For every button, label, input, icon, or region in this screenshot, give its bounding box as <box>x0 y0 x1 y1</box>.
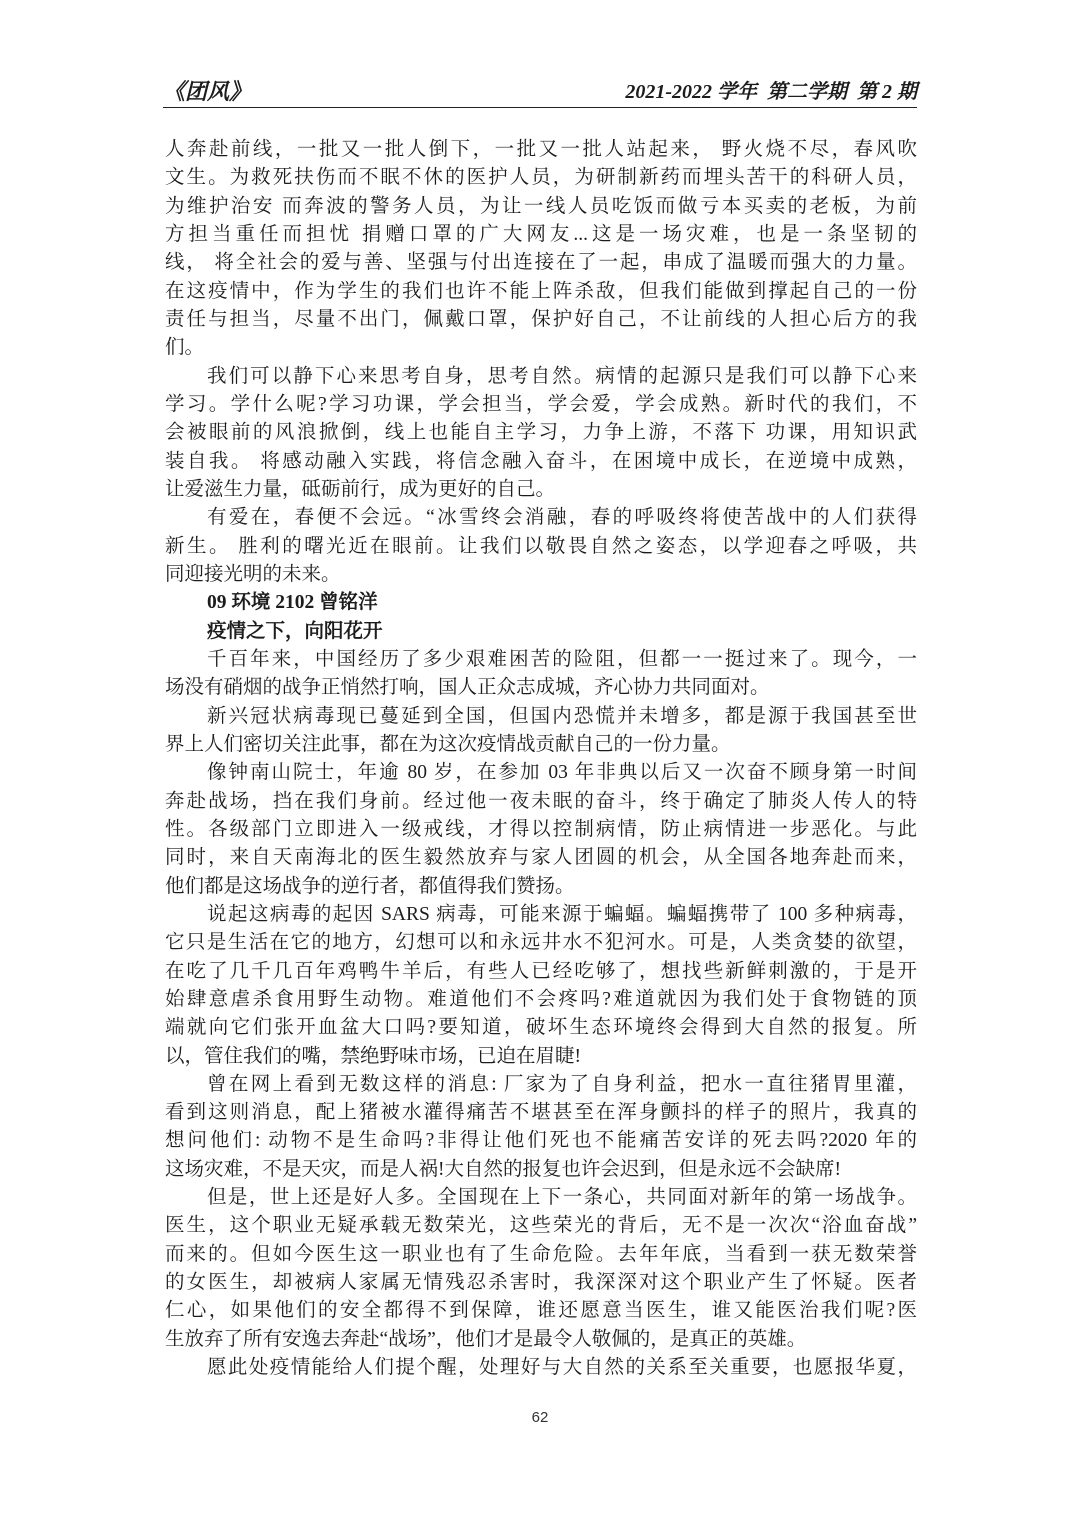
text-line: 千百年来，中国经历了多少艰难困苦的险阻，但都一一挺过来了。现今，一 <box>207 648 917 670</box>
text-line: 端就向它们张开血盆大口吗?要知道，破坏生态环境终会得到大自然的报复。所 <box>165 1017 917 1039</box>
text-line: 像钟南山院士，年逾 80 岁，在参加 03 年非典以后又一次奋不顾身第一时间 <box>207 762 917 784</box>
text-line: 始肆意虐杀食用野生动物。难道他们不会疼吗?难道就因为我们处于食物链的顶 <box>165 988 917 1010</box>
text-line: 曾在网上看到无数这样的消息: 厂家为了自身利益，把水一直往猪胃里灌， <box>207 1073 917 1095</box>
text-line: 同时，来自天南海北的医生毅然放弃与家人团圆的机会，从全国各地奔赴而来， <box>165 847 917 869</box>
article-byline: 09 环境 2102 曾铭洋 <box>207 592 378 614</box>
paragraph <box>165 901 917 1071</box>
paragraph <box>165 1184 917 1354</box>
text-line: 说起这病毒的起因 SARS 病毒，可能来源于蝙蝠。蝙蝠携带了 100 多种病毒， <box>207 903 917 925</box>
paragraph <box>165 759 917 901</box>
text-line: 们。 <box>165 337 205 359</box>
text-line: 他们都是这场战争的逆行者，都值得我们赞扬。 <box>165 875 575 897</box>
text-line: 在吃了几千几百年鸡鸭牛羊后，有些人已经吃够了，想找些新鲜刺激的，于是开 <box>165 960 917 982</box>
body-text <box>165 136 917 1382</box>
article-title: 疫情之下，向阳花开 <box>207 620 383 642</box>
text-line: 以，管住我们的嘴，禁绝野味市场，已迫在眉睫! <box>165 1045 581 1067</box>
issue-info: 2021-2022 学年 第二学期 第 2 期 <box>625 81 917 103</box>
text-line: 它只是生活在它的地方，幻想可以和永远井水不犯河水。可是，人类贪婪的欲望， <box>165 932 917 954</box>
text-line: 想问他们: 动物不是生命吗?非得让他们死也不能痛苦安详的死去吗?2020 年的 <box>165 1130 917 1152</box>
header-rule <box>163 107 917 108</box>
text-line: 线， 将全社会的爱与善、坚强与付出连接在了一起，串成了温暖而强大的力量。 <box>165 252 917 274</box>
paragraph <box>165 1354 917 1382</box>
text-line: 的女医生，却被病人家属无情残忍杀害时，我深深对这个职业产生了怀疑。医者 <box>165 1272 917 1294</box>
article-body <box>165 646 917 1383</box>
text-line: 新兴冠状病毒现已蔓延到全国，但国内恐慌并未增多，都是源于我国甚至世 <box>207 705 917 727</box>
text-line: 为维护治安 而奔波的警务人员，为让一线人员吃饭而做亏本买卖的老板，为前 <box>165 195 917 217</box>
text-line: 责任与担当，尽量不出门，佩戴口罩，保护好自己，不让前线的人担心后方的我 <box>165 308 917 330</box>
paragraph <box>165 1071 917 1184</box>
text-line: 而来的。但如今医生这一职业也有了生命危险。去年年底，当看到一获无数荣誉 <box>165 1243 917 1265</box>
paragraph <box>165 136 917 363</box>
text-line: 但是，世上还是好人多。全国现在上下一条心，共同面对新年的第一场战争。 <box>207 1187 917 1209</box>
text-line: 医生，这个职业无疑承载无数荣光，这些荣光的背后，无不是一次次“浴血奋战” <box>165 1215 917 1237</box>
text-line: 场没有硝烟的战争正悄然打响，国人正众志成城，齐心协力共同面对。 <box>165 677 770 699</box>
text-line: 装自我。 将感动融入实践，将信念融入奋斗，在困境中成长，在逆境中成熟， <box>165 450 917 472</box>
text-line: 愿此处疫情能给人们提个醒，处理好与大自然的关系至关重要，也愿报华夏， <box>207 1357 917 1379</box>
paragraph <box>165 504 917 589</box>
text-line: 人奔赴前线，一批又一批人倒下，一批又一批人站起来， 野火烧不尽，春风吹 <box>165 139 917 160</box>
text-line: 看到这则消息，配上猪被水灌得痛苦不堪甚至在浑身颤抖的样子的照片，我真的 <box>165 1102 917 1124</box>
text-line: 方担当重任而担忧 捐赠口罩的广大网友...这是一场灾难，也是一条坚韧的 <box>165 223 917 245</box>
text-line: 让爱滋生力量，砥砺前行，成为更好的自己。 <box>165 478 556 500</box>
text-line: 界上人们密切关注此事，都在为这次疫情战贡献自己的一份力量。 <box>165 733 731 755</box>
text-line: 文生。为救死扶伤而不眠不休的医护人员，为研制新药而埋头苦干的科研人员， <box>165 167 917 189</box>
text-line: 生放弃了所有安逸去奔赴“战场”，他们才是最令人敬佩的，是真正的英雄。 <box>165 1328 807 1350</box>
text-line: 新生。 胜利的曙光近在眼前。让我们以敬畏自然之姿态，以学迎春之呼吸，共 <box>165 535 917 557</box>
previous-article-continuation <box>165 136 917 589</box>
text-line: 这场灾难，不是天灾，而是人祸!大自然的报复也许会迟到，但是永远不会缺席! <box>165 1158 841 1180</box>
text-line: 仁心，如果他们的安全都得不到保障，谁还愿意当医生，谁又能医治我们呢?医 <box>165 1300 917 1322</box>
text-line: 学习。学什么呢?学习功课，学会担当，学会爱，学会成熟。新时代的我们，不 <box>165 393 917 415</box>
journal-title: 《团风》 <box>163 79 252 104</box>
paragraph <box>165 703 917 760</box>
page-number: 62 <box>531 1409 549 1426</box>
text-line: 同迎接光明的未来。 <box>165 563 341 585</box>
text-line: 有爱在，春便不会远。“冰雪终会消融，春的呼吸终将使苦战中的人们获得 <box>207 507 917 529</box>
text-line: 我们可以静下心来思考自身，思考自然。病情的起源只是我们可以静下心来 <box>207 365 917 387</box>
text-line: 奔赴战场，挡在我们身前。经过他一夜未眠的奋斗，终于确定了肺炎人传人的特 <box>165 790 917 812</box>
text-line: 性。各级部门立即进入一级戒线，才得以控制病情，防止病情进一步恶化。与此 <box>165 818 917 840</box>
text-line: 会被眼前的风浪掀倒，线上也能自主学习，力争上游，不落下 功课，用知识武 <box>165 422 917 444</box>
paragraph <box>165 363 917 505</box>
paragraph <box>165 646 917 703</box>
text-line: 在这疫情中，作为学生的我们也许不能上阵杀敌，但我们能做到撑起自己的一份 <box>165 280 917 302</box>
